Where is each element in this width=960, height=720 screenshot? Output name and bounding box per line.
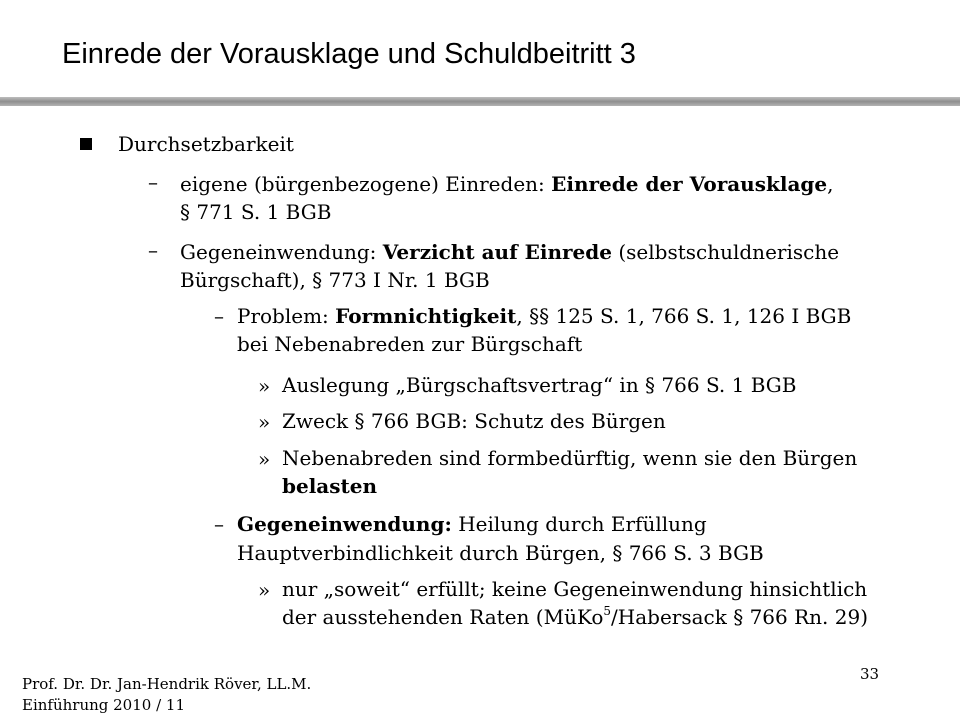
raquo-bullet-icon: » (258, 578, 271, 602)
bullet-soweit-line1: nur „soweit“ erfüllt; keine Gegeneinwendung hinsichtlich (282, 577, 868, 601)
bullet-eigene-einreden-line1: eigene (bürgenbezogene) Einreden: Einrede der Vorausklage, (180, 172, 834, 196)
bullet-nebenabreden-line1: Nebenabreden sind formbedürftig, wenn sie den Bürgen (282, 446, 858, 470)
dash-bullet-icon: – (148, 238, 158, 262)
bullet-soweit-line2: der ausstehenden Raten (MüKo$^5$/Habersack § 766 Rn. 29) (282, 604, 869, 629)
dash-bullet-icon: – (214, 304, 224, 328)
raquo-bullet-icon: » (258, 374, 271, 398)
bullet-problem-line1: Problem: Formnichtigkeit, §§ 125 S. 1, 766 S. 1, 126 I BGB (237, 304, 852, 328)
bullet-auslegung: Auslegung „Bürgschaftsvertrag“ in § 766 S. 1 BGB (282, 373, 797, 397)
bullet-heilung-line2: Hauptverbindlichkeit durch Bürgen, § 766 S. 3 BGB (237, 541, 764, 565)
dash-bullet-icon: – (214, 512, 224, 536)
slide-title: Einrede der Vorausklage und Schuldbeitritt 3 (62, 38, 636, 70)
raquo-bullet-icon: » (258, 410, 271, 434)
page-number: 33 (860, 665, 880, 683)
footer-author: Prof. Dr. Dr. Jan-Hendrik Röver, LL.M. (22, 675, 312, 693)
bullet-verzicht-line1: Gegeneinwendung: Verzicht auf Einrede (selbstschuldnerische (180, 240, 840, 264)
bullet-nebenabreden-line2: belasten (282, 474, 378, 498)
raquo-bullet-icon: » (258, 447, 271, 471)
dash-bullet-icon: – (148, 170, 158, 194)
footer-course: Einführung 2010 / 11 (22, 696, 185, 714)
bullet-problem-line2: bei Nebenabreden zur Bürgschaft (237, 332, 583, 356)
bullet-durchsetzbarkeit: Durchsetzbarkeit (118, 132, 294, 156)
square-bullet-icon (80, 138, 92, 150)
bullet-heilung-line1: Gegeneinwendung: Heilung durch Erfüllung (237, 512, 707, 536)
bullet-verzicht-line2: Bürgschaft), § 773 I Nr. 1 BGB (180, 268, 490, 292)
bullet-eigene-einreden-line2: § 771 S. 1 BGB (180, 200, 332, 224)
bullet-zweck: Zweck § 766 BGB: Schutz des Bürgen (282, 409, 666, 433)
